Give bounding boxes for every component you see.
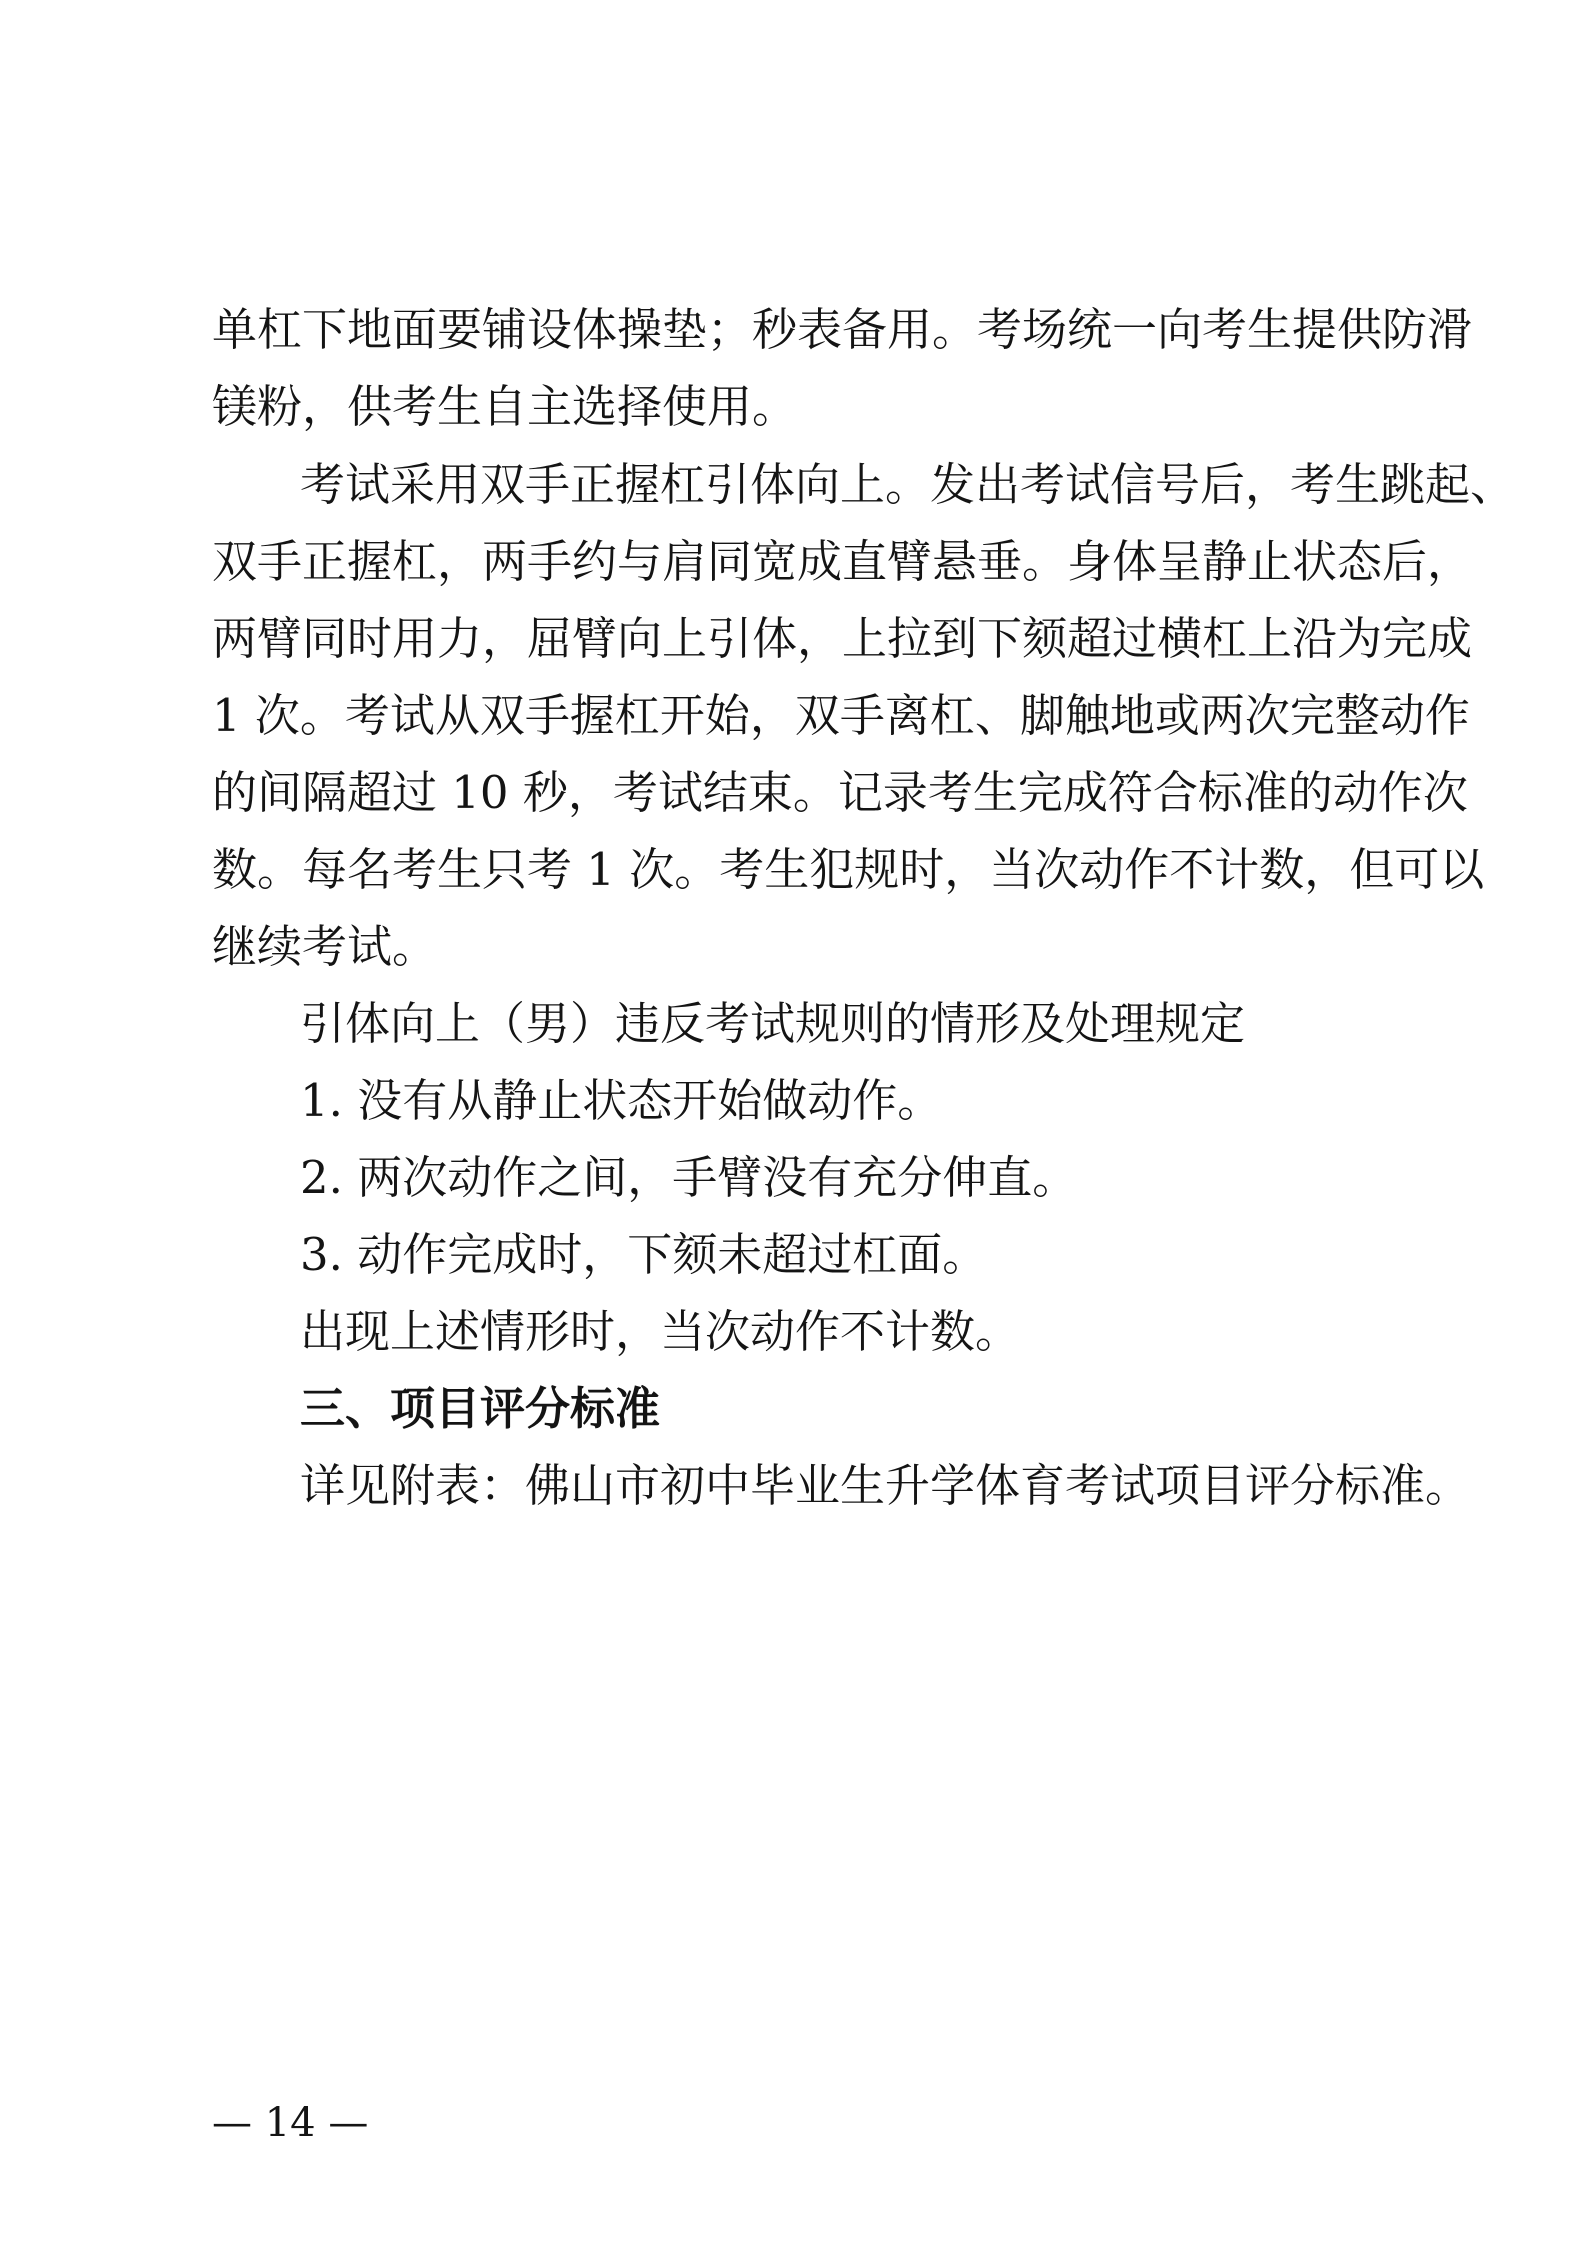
body-text-line: 双手正握杠，两手约与肩同宽成直臂悬垂。身体呈静止状态后，: [212, 535, 1473, 588]
body-text-line: 数。每名考生只考 1 次。考生犯规时，当次动作不计数，但可以: [212, 843, 1485, 896]
rule-conclusion: 出现上述情形时，当次动作不计数。: [300, 1305, 1021, 1358]
body-text-line: 1 次。考试从双手握杠开始，双手离杠、脚触地或两次完整动作: [212, 689, 1470, 742]
rule-item: 3. 动作完成时，下颏未超过杠面。: [300, 1228, 988, 1281]
body-text-line: 详见附表：佛山市初中毕业生升学体育考试项目评分标准。: [300, 1459, 1471, 1512]
rule-item: 1. 没有从静止状态开始做动作。: [300, 1074, 943, 1127]
body-text-line: 镁粉，供考生自主选择使用。: [212, 380, 798, 433]
body-text-line: 考试采用双手正握杠引体向上。发出考试信号后，考生跳起、: [300, 458, 1516, 511]
rules-subtitle: 引体向上（男）违反考试规则的情形及处理规定: [300, 997, 1246, 1050]
body-text-line: 单杠下地面要铺设体操垫；秒表备用。考场统一向考生提供防滑: [212, 303, 1473, 356]
body-text-line: 的间隔超过 10 秒，考试结束。记录考生完成符合标准的动作次: [212, 766, 1468, 819]
rule-item: 2. 两次动作之间，手臂没有充分伸直。: [300, 1151, 1078, 1204]
page-number: — 14 —: [212, 2100, 369, 2146]
body-text-line: 两臂同时用力，屈臂向上引体，上拉到下颏超过横杠上沿为完成: [212, 612, 1473, 665]
section-heading: 三、项目评分标准: [300, 1382, 661, 1435]
body-text-line: 继续考试。: [212, 920, 438, 973]
